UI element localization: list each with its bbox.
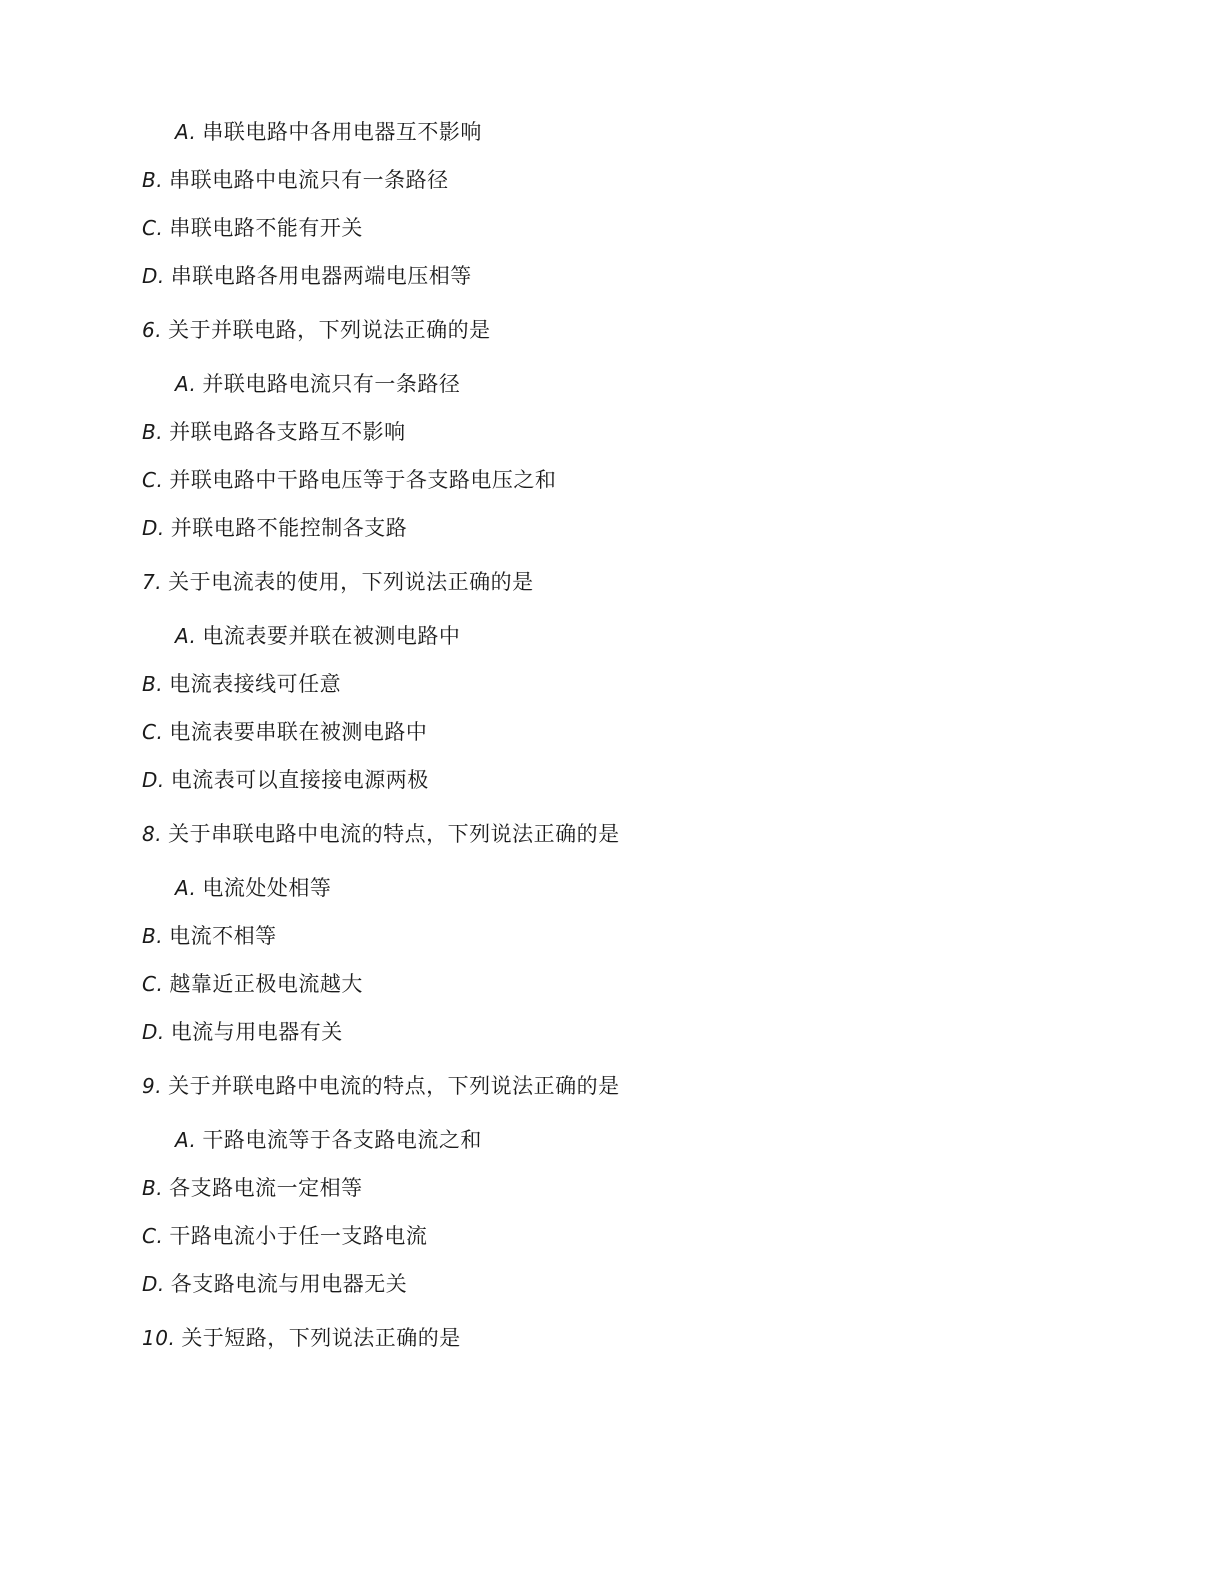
option-a bbox=[175, 370, 460, 398]
question-text: 关于电流表的使用，下列说法正确的是 bbox=[168, 570, 534, 594]
question-6 bbox=[142, 316, 491, 344]
option-label: B. bbox=[142, 924, 164, 948]
option-b bbox=[142, 670, 341, 698]
option-label: A. bbox=[175, 1128, 197, 1152]
option-c bbox=[142, 1222, 427, 1250]
option-label: D. bbox=[142, 1020, 165, 1044]
option-label: B. bbox=[142, 420, 164, 444]
option-b bbox=[142, 166, 449, 194]
question-number: 6. bbox=[142, 318, 163, 342]
option-d bbox=[142, 1270, 407, 1298]
option-label: D. bbox=[142, 1272, 165, 1296]
question-number: 7. bbox=[142, 570, 163, 594]
question-number: 8. bbox=[142, 822, 163, 846]
question-9 bbox=[142, 1072, 620, 1100]
option-b bbox=[142, 922, 277, 950]
option-text: 电流与用电器有关 bbox=[170, 1020, 343, 1044]
option-text: 串联电路不能有开关 bbox=[169, 216, 363, 240]
option-a bbox=[175, 1126, 482, 1154]
option-a bbox=[175, 118, 482, 146]
option-label: A. bbox=[175, 372, 197, 396]
option-c bbox=[142, 466, 556, 494]
option-text: 电流表要串联在被测电路中 bbox=[169, 720, 428, 744]
option-text: 并联电路电流只有一条路径 bbox=[202, 372, 461, 396]
question-text: 关于短路，下列说法正确的是 bbox=[181, 1326, 461, 1350]
question-10 bbox=[142, 1324, 461, 1352]
option-text: 电流表可以直接接电源两极 bbox=[170, 768, 429, 792]
option-b bbox=[142, 418, 406, 446]
option-text: 各支路电流与用电器无关 bbox=[170, 1272, 408, 1296]
option-c bbox=[142, 718, 427, 746]
option-text: 电流表要并联在被测电路中 bbox=[202, 624, 461, 648]
question-text: 关于并联电路中电流的特点，下列说法正确的是 bbox=[168, 1074, 620, 1098]
option-label: C. bbox=[142, 720, 164, 744]
option-text: 各支路电流一定相等 bbox=[169, 1176, 363, 1200]
option-label: B. bbox=[142, 168, 164, 192]
option-text: 并联电路中干路电压等于各支路电压之和 bbox=[169, 468, 557, 492]
option-text: 串联电路中各用电器互不影响 bbox=[202, 120, 482, 144]
question-text: 关于并联电路，下列说法正确的是 bbox=[168, 318, 491, 342]
option-label: C. bbox=[142, 468, 164, 492]
option-label: A. bbox=[175, 624, 197, 648]
question-number: 10. bbox=[142, 1326, 176, 1350]
option-c bbox=[142, 214, 363, 242]
option-d bbox=[142, 766, 429, 794]
question-7 bbox=[142, 568, 534, 596]
option-text: 干路电流等于各支路电流之和 bbox=[202, 1128, 482, 1152]
option-label: D. bbox=[142, 516, 165, 540]
option-label: C. bbox=[142, 972, 164, 996]
option-text: 电流表接线可任意 bbox=[169, 672, 342, 696]
question-text: 关于串联电路中电流的特点，下列说法正确的是 bbox=[168, 822, 620, 846]
option-text: 越靠近正极电流越大 bbox=[169, 972, 363, 996]
option-d bbox=[142, 514, 407, 542]
option-c bbox=[142, 970, 363, 998]
option-text: 干路电流小于任一支路电流 bbox=[169, 1224, 428, 1248]
option-label: C. bbox=[142, 216, 164, 240]
option-d bbox=[142, 262, 472, 290]
option-label: D. bbox=[142, 264, 165, 288]
option-text: 串联电路各用电器两端电压相等 bbox=[170, 264, 472, 288]
option-label: A. bbox=[175, 120, 197, 144]
option-label: D. bbox=[142, 768, 165, 792]
option-d bbox=[142, 1018, 343, 1046]
option-text: 并联电路不能控制各支路 bbox=[170, 516, 408, 540]
option-text: 电流不相等 bbox=[169, 924, 277, 948]
option-a bbox=[175, 874, 331, 902]
question-8 bbox=[142, 820, 620, 848]
option-a bbox=[175, 622, 460, 650]
option-text: 串联电路中电流只有一条路径 bbox=[169, 168, 449, 192]
option-b bbox=[142, 1174, 363, 1202]
question-number: 9. bbox=[142, 1074, 163, 1098]
option-label: C. bbox=[142, 1224, 164, 1248]
option-label: B. bbox=[142, 672, 164, 696]
option-label: A. bbox=[175, 876, 197, 900]
option-text: 并联电路各支路互不影响 bbox=[169, 420, 406, 444]
option-label: B. bbox=[142, 1176, 164, 1200]
option-text: 电流处处相等 bbox=[202, 876, 332, 900]
